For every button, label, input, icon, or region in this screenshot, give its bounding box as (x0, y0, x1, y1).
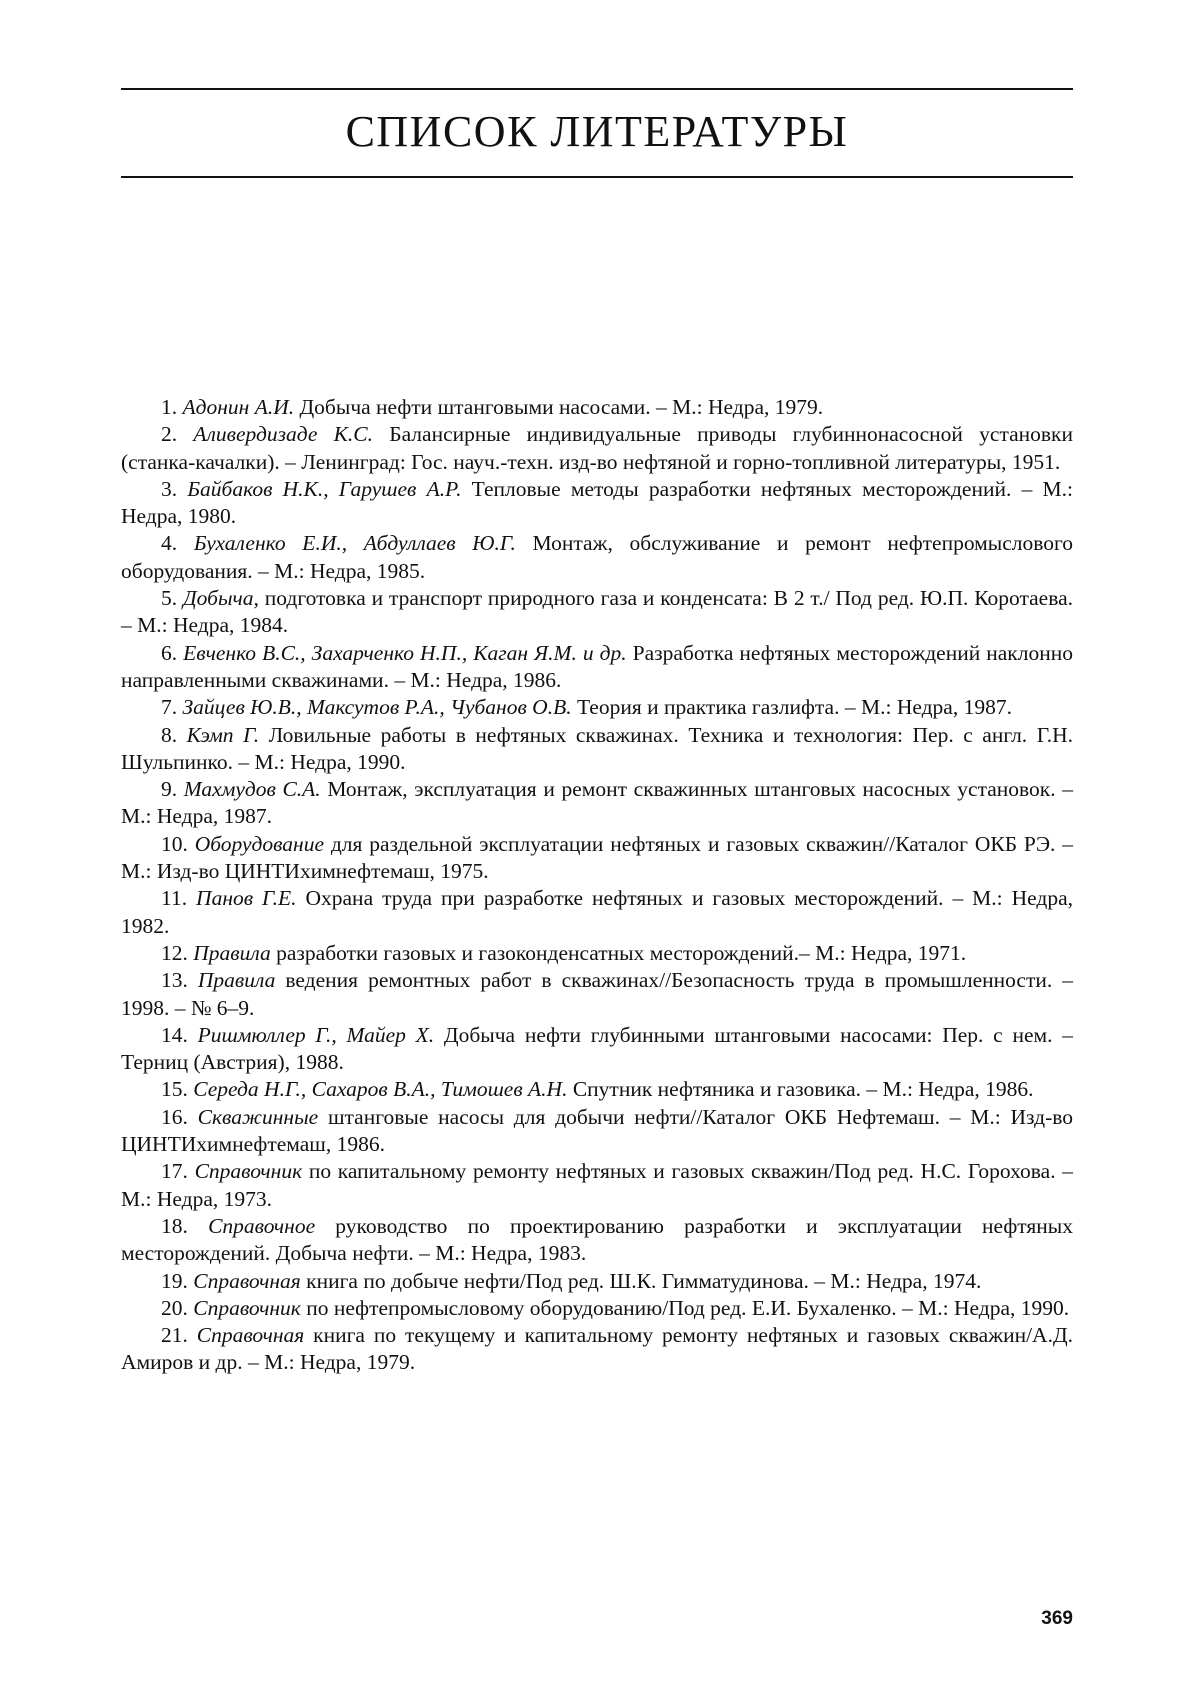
reference-author: Кэмп Г. (186, 722, 260, 747)
reference-item (121, 530, 1073, 585)
reference-number: 20. (161, 1295, 188, 1320)
reference-number: 15. (161, 1077, 188, 1102)
reference-author: Справочник (193, 1295, 301, 1320)
reference-item (121, 1158, 1073, 1213)
reference-author: Махмудов С.А. (183, 777, 321, 802)
reference-text: Монтаж, эксплуатация и ремонт скважинных штанговых насосных установок. – М.: Недра, 1987. (121, 777, 1074, 829)
reference-text: Спутник нефтяника и газовика. – М.: Недра, 1986. (567, 1077, 1034, 1102)
reference-author: Справочная (196, 1323, 305, 1348)
reference-item (121, 1076, 1073, 1103)
reference-item (121, 1022, 1073, 1077)
reference-number: 16. (161, 1104, 188, 1129)
reference-text: книга по текущему и капитальному ремонту нефтяных и газовых скважин/А.Д. Амиров и др. – М.: Недра, 1979. (121, 1323, 1073, 1375)
reference-text: Разработка нефтяных месторождений наклонно направленными скважинами. – М.: Недра, 1986. (121, 640, 1073, 692)
reference-text: по нефтепромысловому оборудованию/Под ред. Е.И. Бухаленко. – М.: Недра, 1990. (300, 1295, 1070, 1320)
reference-item (121, 1295, 1073, 1322)
reference-number: 2. (161, 422, 178, 447)
reference-number: 18. (161, 1213, 188, 1238)
reference-author: Оборудование (194, 831, 325, 856)
reference-author: Скважинные (197, 1104, 319, 1129)
reference-number: 17. (161, 1159, 188, 1184)
reference-text: Добыча нефти глубинными штанговыми насосами: Пер. с нем. – Терниц (Австрия), 1988. (121, 1022, 1073, 1075)
reference-item (121, 1268, 1073, 1295)
reference-number: 9. (161, 777, 178, 802)
reference-author: Справочная (193, 1268, 301, 1293)
reference-text: Добыча нефти штанговыми насосами. – М.: Недра, 1979. (294, 395, 824, 419)
reference-author: Справочное (208, 1213, 316, 1238)
reference-number: 5. (161, 586, 178, 611)
reference-text: руководство по проектированию разработки и эксплуатации нефтяных месторождений. Добыча нефти. – М.: Недра, 1983. (121, 1213, 1073, 1266)
reference-author: Адонин А.И. (182, 395, 295, 419)
reference-item (121, 1213, 1073, 1268)
reference-number: 6. (161, 640, 178, 665)
reference-text: книга по добыче нефти/Под ред. Ш.К. Гимматудинова. – М.: Недра, 1974. (300, 1268, 982, 1293)
reference-author: Ришмюллер Г., Майер Х. (197, 1022, 435, 1047)
reference-item (121, 694, 1073, 721)
title-bottom-rule (121, 176, 1073, 178)
reference-text: подготовка и транспорт природного газа и конденсата: В 2 т./ Под ред. Ю.П. Коротаева. – М.: Недра, 1984. (121, 586, 1074, 638)
reference-item (121, 722, 1073, 777)
reference-author: Байбаков Н.К., Гарушев А.Р. (187, 476, 462, 501)
reference-author: Правила (197, 968, 276, 993)
reference-number: 7. (161, 695, 178, 720)
title-top-rule (121, 88, 1073, 90)
reference-author: Панов Г.Е. (196, 886, 297, 911)
page-title: СПИСОК ЛИТЕРАТУРЫ (345, 107, 849, 156)
reference-text: по капитальному ремонту нефтяных и газовых скважин/Под ред. Н.С. Горохова. – М.: Недра, 1973. (121, 1159, 1074, 1211)
reference-item (121, 940, 1073, 967)
reference-number: 4. (161, 531, 178, 556)
reference-list (121, 394, 1073, 1377)
reference-number: 1. (161, 395, 178, 419)
reference-item (121, 585, 1073, 640)
reference-text: Ловильные работы в нефтяных скважинах. Техника и технология: Пер. с англ. Г.Н. Шульпинко. – М.: Недра, 1990. (121, 722, 1074, 774)
reference-item (121, 967, 1073, 1022)
reference-item (121, 831, 1073, 886)
reference-item (121, 476, 1073, 531)
reference-number: 11. (161, 886, 188, 911)
reference-text: для раздельной эксплуатации нефтяных и газовых скважин//Каталог ОКБ РЭ. – М.: Изд-во ЦИНТИхимнефтемаш, 1975. (121, 831, 1074, 884)
reference-author: Правила (193, 940, 271, 965)
reference-author: Справочник (194, 1159, 303, 1184)
reference-text: штанговые насосы для добычи нефти//Каталог ОКБ Нефтемаш. – М.: Изд-во ЦИНТИхимнефтемаш, 1986. (121, 1104, 1074, 1157)
reference-text: Балансирные индивидуальные приводы глубиннонасосной установки (станка-качалки). – Ленинград: Гос. науч.-техн. изд-во нефтяной и горно-топливной литературы, 1951. (121, 422, 1073, 474)
reference-number: 3. (161, 476, 178, 501)
reference-number: 21. (161, 1323, 188, 1348)
reference-text: ведения ремонтных работ в скважинах//Безопасность труда в промышленности. – 1998. – № 6–9. (121, 968, 1074, 1020)
reference-author: Аливердизаде К.С. (193, 422, 373, 447)
reference-item (121, 640, 1073, 695)
reference-author: Евченко В.С., Захарченко Н.П., Каган Я.М. и др. (183, 640, 627, 665)
reference-author: Бухаленко Е.И., Абдуллаев Ю.Г. (193, 531, 516, 556)
reference-number: 10. (161, 831, 188, 856)
reference-text: Охрана труда при разработке нефтяных и газовых месторождений. – М.: Недра, 1982. (121, 886, 1073, 938)
reference-author: Добыча, (182, 586, 259, 611)
reference-item (121, 394, 1073, 421)
reference-number: 8. (161, 722, 178, 747)
reference-item (121, 421, 1073, 476)
reference-number: 13. (161, 968, 188, 993)
reference-item (121, 885, 1073, 940)
reference-item (121, 1322, 1073, 1377)
reference-text: Монтаж, обслуживание и ремонт нефтепромыслового оборудования. – М.: Недра, 1985. (121, 531, 1074, 583)
reference-item (121, 1104, 1073, 1159)
reference-number: 19. (161, 1268, 188, 1293)
reference-number: 12. (161, 940, 188, 965)
reference-text: Тепловые методы разработки нефтяных месторождений. – М.: Недра, 1980. (121, 476, 1074, 529)
reference-number: 14. (161, 1022, 188, 1047)
reference-text: разработки газовых и газоконденсатных месторождений.– М.: Недра, 1971. (270, 940, 967, 965)
reference-author: Середа Н.Г., Сахаров В.А., Тимошев А.Н. (193, 1077, 568, 1102)
reference-item (121, 776, 1073, 831)
reference-author: Зайцев Ю.В., Максутов Р.А., Чубанов О.В. (182, 695, 572, 720)
page-number: 369 (1041, 1608, 1073, 1629)
reference-text: Теория и практика газлифта. – М.: Недра, 1987. (571, 695, 1012, 720)
